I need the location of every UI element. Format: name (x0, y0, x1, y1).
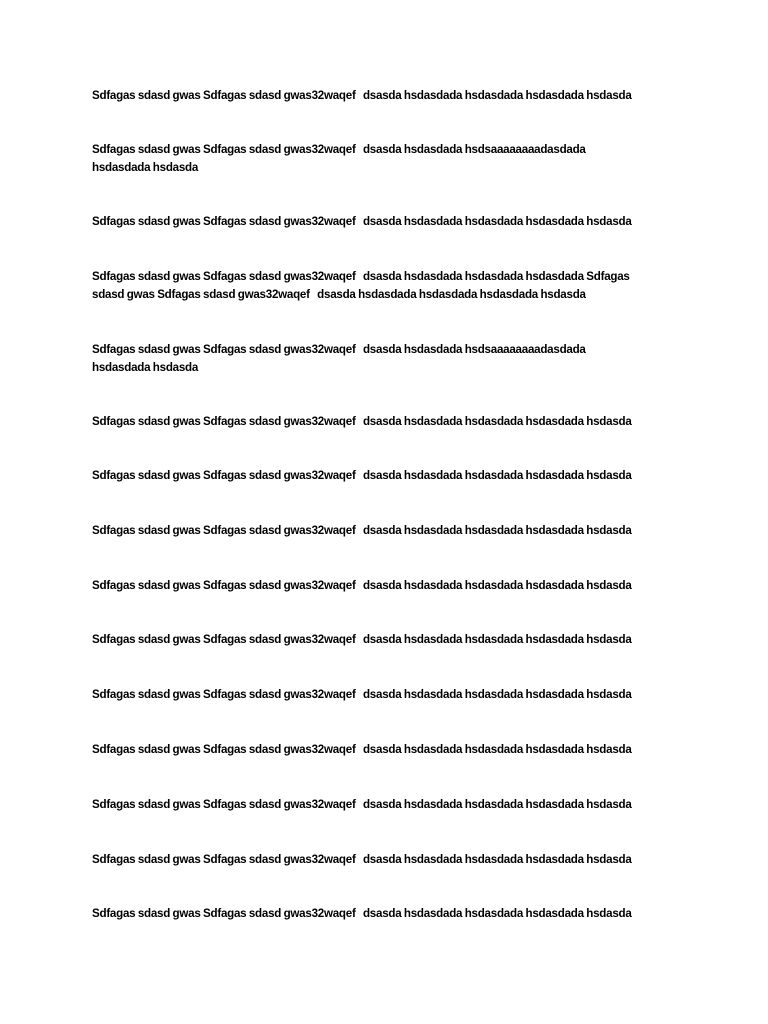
paragraph-5: Sdfagas sdasd gwas Sdfagas sdasd gwas32waqef dsasda hsdasdada hsdsaaaaaaaadasdada hsdasdada hsdasda (92, 343, 586, 374)
paragraph-2: Sdfagas sdasd gwas Sdfagas sdasd gwas32waqef dsasda hsdasdada hsdsaaaaaaaadasdada hsdasdada hsdasda (92, 143, 586, 174)
paragraph-7: Sdfagas sdasd gwas Sdfagas sdasd gwas32waqef dsasda hsdasdada hsdasdada hsdasdada hsdasda (92, 469, 632, 482)
paragraph-13: Sdfagas sdasd gwas Sdfagas sdasd gwas32waqef dsasda hsdasdada hsdasdada hsdasdada hsdasda (92, 798, 632, 811)
paragraph-8: Sdfagas sdasd gwas Sdfagas sdasd gwas32waqef dsasda hsdasdada hsdasdada hsdasdada hsdasda (92, 524, 632, 537)
paragraph-6: Sdfagas sdasd gwas Sdfagas sdasd gwas32waqef dsasda hsdasdada hsdasdada hsdasdada hsdasda (92, 415, 632, 428)
paragraph-10: Sdfagas sdasd gwas Sdfagas sdasd gwas32waqef dsasda hsdasdada hsdasdada hsdasdada hsdasda (92, 633, 632, 646)
paragraph-11: Sdfagas sdasd gwas Sdfagas sdasd gwas32waqef dsasda hsdasdada hsdasdada hsdasdada hsdasda (92, 688, 632, 701)
paragraph-15: Sdfagas sdasd gwas Sdfagas sdasd gwas32waqef dsasda hsdasdada hsdasdada hsdasdada hsdasda (92, 907, 632, 920)
paragraph-9: Sdfagas sdasd gwas Sdfagas sdasd gwas32waqef dsasda hsdasdada hsdasdada hsdasdada hsdasda (92, 579, 632, 592)
paragraph-12: Sdfagas sdasd gwas Sdfagas sdasd gwas32waqef dsasda hsdasdada hsdasdada hsdasdada hsdasda (92, 743, 632, 756)
paragraph-3: Sdfagas sdasd gwas Sdfagas sdasd gwas32waqef dsasda hsdasdada hsdasdada hsdasdada hsdasda (92, 215, 632, 228)
paragraph-1: Sdfagas sdasd gwas Sdfagas sdasd gwas32waqef dsasda hsdasdada hsdasdada hsdasdada hsdasda (92, 89, 632, 102)
paragraph-4: Sdfagas sdasd gwas Sdfagas sdasd gwas32waqef dsasda hsdasdada hsdasdada hsdasdada Sdfagas sdasd gwas Sdfagas sdasd gwas32waqef dsasda hsdasdada hsdasdada hsdasdada hsdasda (92, 270, 630, 301)
paragraph-14: Sdfagas sdasd gwas Sdfagas sdasd gwas32waqef dsasda hsdasdada hsdasdada hsdasdada hsdasda (92, 853, 632, 866)
